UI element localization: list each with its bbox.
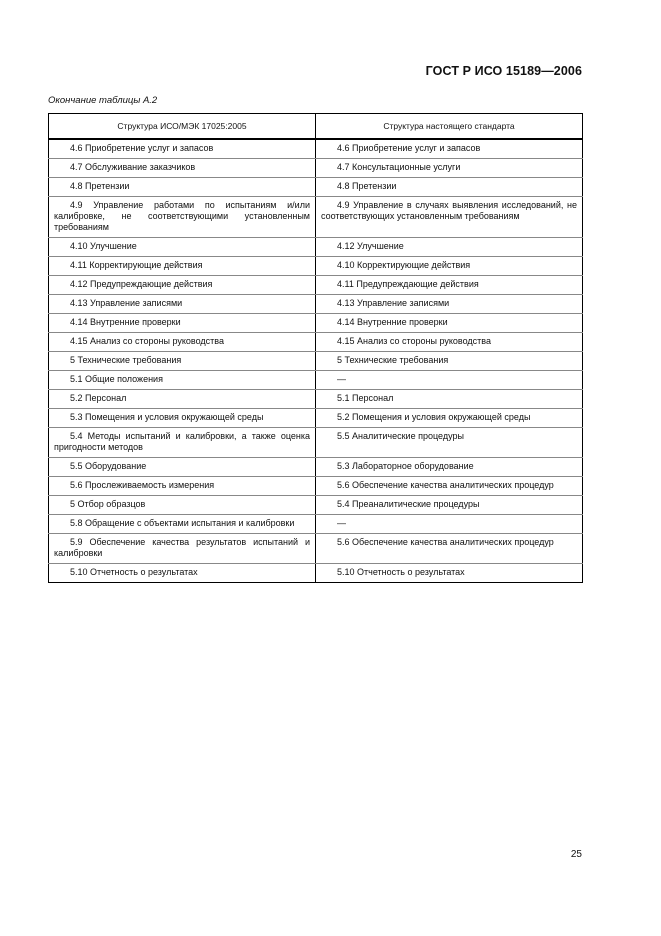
- cell-this-standard: 4.13 Управление записями: [316, 295, 583, 314]
- comparison-table: [48, 113, 583, 583]
- cell-iso-17025: 5.9 Обеспечение качества результатов испытаний и калибровки: [49, 534, 316, 564]
- cell-this-standard: —: [316, 371, 583, 390]
- table-row: [49, 139, 583, 159]
- table-row: [49, 428, 583, 458]
- cell-iso-17025: 4.13 Управление записями: [49, 295, 316, 314]
- cell-this-standard: 5.10 Отчетность о результатах: [316, 564, 583, 583]
- cell-iso-17025: 4.14 Внутренние проверки: [49, 314, 316, 333]
- cell-iso-17025: 4.6 Приобретение услуг и запасов: [49, 139, 316, 159]
- cell-this-standard: —: [316, 515, 583, 534]
- column-header-this-standard: Структура настоящего стандарта: [316, 114, 583, 140]
- cell-this-standard: 4.15 Анализ со стороны руководства: [316, 333, 583, 352]
- cell-this-standard: 5.2 Помещения и условия окружающей среды: [316, 409, 583, 428]
- table-row: [49, 238, 583, 257]
- table-row: [49, 477, 583, 496]
- table-row: [49, 458, 583, 477]
- cell-iso-17025: 4.7 Обслуживание заказчиков: [49, 159, 316, 178]
- cell-this-standard: 4.9 Управление в случаях выявления исследований, не соответствующих установленным требованиям: [316, 197, 583, 238]
- table-row: [49, 390, 583, 409]
- cell-this-standard: 4.11 Предупреждающие действия: [316, 276, 583, 295]
- cell-this-standard: 5.1 Персонал: [316, 390, 583, 409]
- cell-iso-17025: 4.8 Претензии: [49, 178, 316, 197]
- cell-iso-17025: 5.10 Отчетность о результатах: [49, 564, 316, 583]
- cell-this-standard: 5.4 Преаналитические процедуры: [316, 496, 583, 515]
- table-caption: Окончание таблицы А.2: [48, 95, 158, 106]
- table-row: [49, 534, 583, 564]
- cell-this-standard: 4.12 Улучшение: [316, 238, 583, 257]
- cell-this-standard: 4.14 Внутренние проверки: [316, 314, 583, 333]
- cell-iso-17025: 5.1 Общие положения: [49, 371, 316, 390]
- cell-iso-17025: 5.4 Методы испытаний и калибровки, а также оценка пригодности методов: [49, 428, 316, 458]
- table-row: [49, 276, 583, 295]
- table-row: [49, 564, 583, 583]
- table-row: [49, 257, 583, 276]
- table-row: [49, 197, 583, 238]
- cell-iso-17025: 4.12 Предупреждающие действия: [49, 276, 316, 295]
- column-header-iso-17025: Структура ИСО/МЭК 17025:2005: [49, 114, 316, 140]
- table-row: [49, 159, 583, 178]
- document-id-header: ГОСТ Р ИСО 15189—2006: [425, 64, 582, 78]
- cell-this-standard: 5.6 Обеспечение качества аналитических процедур: [316, 477, 583, 496]
- cell-this-standard: 4.7 Консультационные услуги: [316, 159, 583, 178]
- cell-iso-17025: 4.9 Управление работами по испытаниям и/или калибровке, не соответствующими установленным требованиям: [49, 197, 316, 238]
- cell-iso-17025: 5.6 Прослеживаемость измерения: [49, 477, 316, 496]
- table-row: [49, 371, 583, 390]
- cell-iso-17025: 4.11 Корректирующие действия: [49, 257, 316, 276]
- cell-iso-17025: 4.10 Улучшение: [49, 238, 316, 257]
- table-row: [49, 314, 583, 333]
- cell-iso-17025: 5 Технические требования: [49, 352, 316, 371]
- cell-iso-17025: 4.15 Анализ со стороны руководства: [49, 333, 316, 352]
- cell-this-standard: 4.10 Корректирующие действия: [316, 257, 583, 276]
- table-row: [49, 496, 583, 515]
- cell-iso-17025: 5 Отбор образцов: [49, 496, 316, 515]
- table-header-row: [49, 114, 583, 140]
- page-number: 25: [570, 849, 582, 860]
- table-row: [49, 352, 583, 371]
- cell-this-standard: 5.5 Аналитические процедуры: [316, 428, 583, 458]
- cell-iso-17025: 5.3 Помещения и условия окружающей среды: [49, 409, 316, 428]
- table-row: [49, 295, 583, 314]
- cell-iso-17025: 5.5 Оборудование: [49, 458, 316, 477]
- cell-this-standard: 4.8 Претензии: [316, 178, 583, 197]
- cell-iso-17025: 5.8 Обращение с объектами испытания и калибровки: [49, 515, 316, 534]
- cell-iso-17025: 5.2 Персонал: [49, 390, 316, 409]
- table-row: [49, 178, 583, 197]
- cell-this-standard: 4.6 Приобретение услуг и запасов: [316, 139, 583, 159]
- cell-this-standard: 5.6 Обеспечение качества аналитических процедур: [316, 534, 583, 564]
- cell-this-standard: 5 Технические требования: [316, 352, 583, 371]
- table-row: [49, 515, 583, 534]
- table-row: [49, 409, 583, 428]
- cell-this-standard: 5.3 Лабораторное оборудование: [316, 458, 583, 477]
- table-row: [49, 333, 583, 352]
